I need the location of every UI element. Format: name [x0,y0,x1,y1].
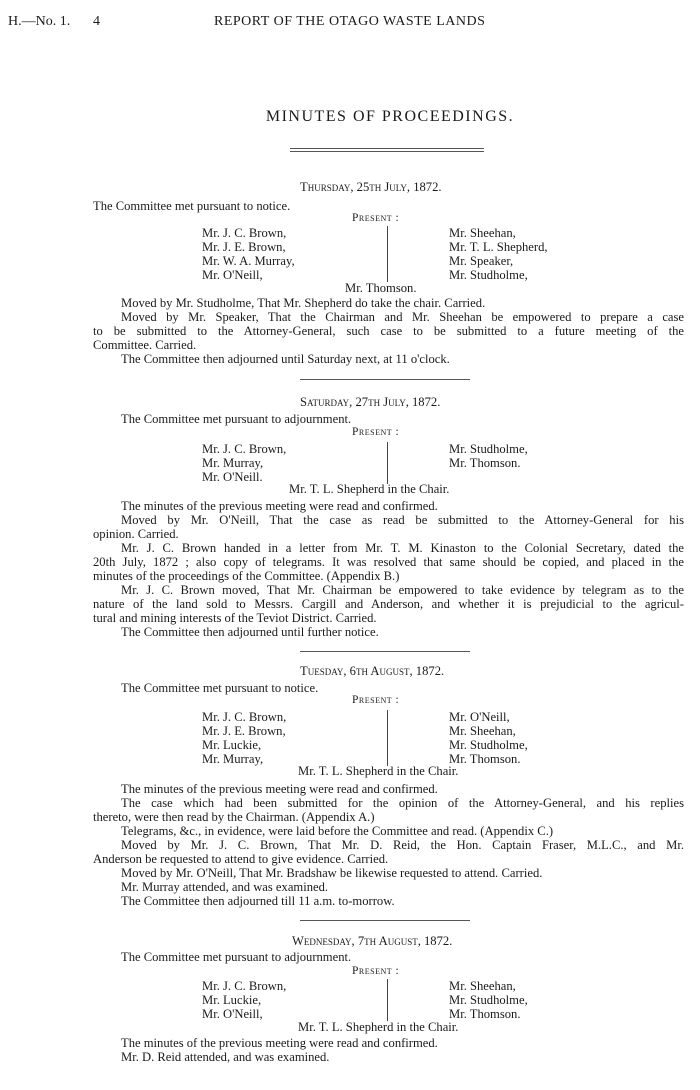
minute-line: minutes of the proceedings of the Committee. (Appendix B.) [93,569,400,583]
present-member: Mr. Thomson. [449,456,521,470]
present-member: Mr. J. C. Brown, [202,710,287,724]
present-member: Mr. O'Neill, [202,1007,263,1021]
section-opening: The Committee met pursuant to notice. [121,681,319,695]
present-member: Mr. Luckie, [202,738,262,752]
present-bottom: Mr. Thomson. [345,281,417,295]
present-member: Mr. Speaker, [449,254,514,268]
minute-line: Moved by Mr. O'Neill, That Mr. Bradshaw be likewise requested to attend. Carried. [121,866,543,880]
minute-line: The Committee then adjourned till 11 a.m. to-morrow. [121,894,395,908]
present-member: Mr. Murray, [202,456,264,470]
minute-line: tural and mining interests of the Teviot District. Carried. [93,611,377,625]
present-member: Mr. Sheehan, [449,226,516,240]
section-rule [300,379,470,380]
present-member: Mr. Studholme, [449,738,528,752]
minute-line: Mr. J. C. Brown moved, That Mr. Chairman be empowered to take evidence by telegram as to the [121,583,684,597]
present-label: Present : [352,965,400,977]
section-opening: The Committee met pursuant to adjournment. [121,950,352,964]
present-label: Present : [352,694,400,706]
page-number: 4 [93,14,100,29]
present-member: Mr. O'Neill. [202,470,263,484]
minute-line: Telegrams, &c., in evidence, were laid before the Committee and read. (Appendix C.) [121,824,554,838]
present-member: Mr. Sheehan, [449,724,516,738]
section-date: Saturday, 27th July, 1872. [300,395,441,409]
present-member: Mr. Studholme, [449,993,528,1007]
minute-line: The minutes of the previous meeting were read and confirmed. [121,782,438,796]
present-member: Mr. Thomson. [449,1007,521,1021]
minute-line: The minutes of the previous meeting were read and confirmed. [121,499,438,513]
main-title: MINUTES OF PROCEEDINGS. [265,108,515,125]
minute-line: Mr. D. Reid attended, and was examined. [121,1050,330,1064]
minute-line: The Committee then adjourned until Saturday next, at 11 o'clock. [121,352,450,366]
present-bottom: Mr. T. L. Shepherd in the Chair. [298,1020,459,1034]
minute-line: 20th July, 1872 ; also copy of telegrams. It was resolved that same should be copied, and placed in the [93,555,684,569]
present-divider [387,226,388,282]
section-rule [300,651,470,652]
present-divider [387,710,388,766]
minute-line: Committee. Carried. [93,338,197,352]
present-member: Mr. O'Neill, [449,710,510,724]
minute-line: Mr. Murray attended, and was examined. [121,880,329,894]
minute-line: thereto, were then read by the Chairman. (Appendix A.) [93,810,375,824]
present-member: Mr. Murray, [202,752,264,766]
document-code: H.—No. 1. [8,14,71,29]
title-rule-bottom [290,151,484,152]
present-label: Present : [352,212,400,224]
minute-line: The case which had been submitted for the opinion of the Attorney-General, and his replies [121,796,684,810]
minute-line: opinion. Carried. [93,527,179,541]
present-member: Mr. Luckie, [202,993,262,1007]
running-title: REPORT OF THE OTAGO WASTE LANDS [214,14,486,29]
section-rule [300,920,470,921]
minute-line: nature of the land sold to Messrs. Cargill and Anderson, and whether it is prejudicial to the agricul- [93,597,684,611]
present-member: Mr. J. C. Brown, [202,979,287,993]
section-date: Tuesday, 6th August, 1872. [300,664,445,678]
minute-line: Mr. J. C. Brown handed in a letter from Mr. T. M. Kinaston to the Colonial Secretary, dated the [121,541,684,555]
present-member: Mr. J. C. Brown, [202,442,287,456]
present-member: Mr. J. E. Brown, [202,240,286,254]
present-member: Mr. Thomson. [449,752,521,766]
minute-line: Anderson be requested to attend to give evidence. Carried. [93,852,389,866]
present-label: Present : [352,426,400,438]
present-member: Mr. J. E. Brown, [202,724,286,738]
present-bottom: Mr. T. L. Shepherd in the Chair. [298,764,459,778]
title-rule-top [290,148,484,149]
minute-line: Moved by Mr. J. C. Brown, That Mr. D. Reid, the Hon. Captain Fraser, M.L.C., and Mr. [121,838,684,852]
minute-line: Moved by Mr. Speaker, That the Chairman and Mr. Sheehan be empowered to prepare a case [121,310,684,324]
present-member: Mr. Studholme, [449,442,528,456]
present-member: Mr. O'Neill, [202,268,263,282]
present-member: Mr. J. C. Brown, [202,226,287,240]
present-divider [387,442,388,484]
minute-line: The Committee then adjourned until further notice. [121,625,379,639]
present-member: Mr. Studholme, [449,268,528,282]
minute-line: Moved by Mr. O'Neill, That the case as read be submitted to the Attorney-General for his [121,513,684,527]
section-opening: The Committee met pursuant to adjournment. [121,412,352,426]
minute-line: The minutes of the previous meeting were read and confirmed. [121,1036,438,1050]
present-member: Mr. W. A. Murray, [202,254,295,268]
section-date: Thursday, 25th July, 1872. [300,180,442,194]
minute-line: to be submitted to the Attorney-General, such case to be submitted to a future meeting of the [93,324,684,338]
section-opening: The Committee met pursuant to notice. [93,199,291,213]
present-bottom: Mr. T. L. Shepherd in the Chair. [289,482,450,496]
present-divider [387,979,388,1021]
section-date: Wednesday, 7th August, 1872. [292,934,453,948]
present-member: Mr. Sheehan, [449,979,516,993]
present-member: Mr. T. L. Shepherd, [449,240,548,254]
minute-line: Moved by Mr. Studholme, That Mr. Shepherd do take the chair. Carried. [121,296,486,310]
